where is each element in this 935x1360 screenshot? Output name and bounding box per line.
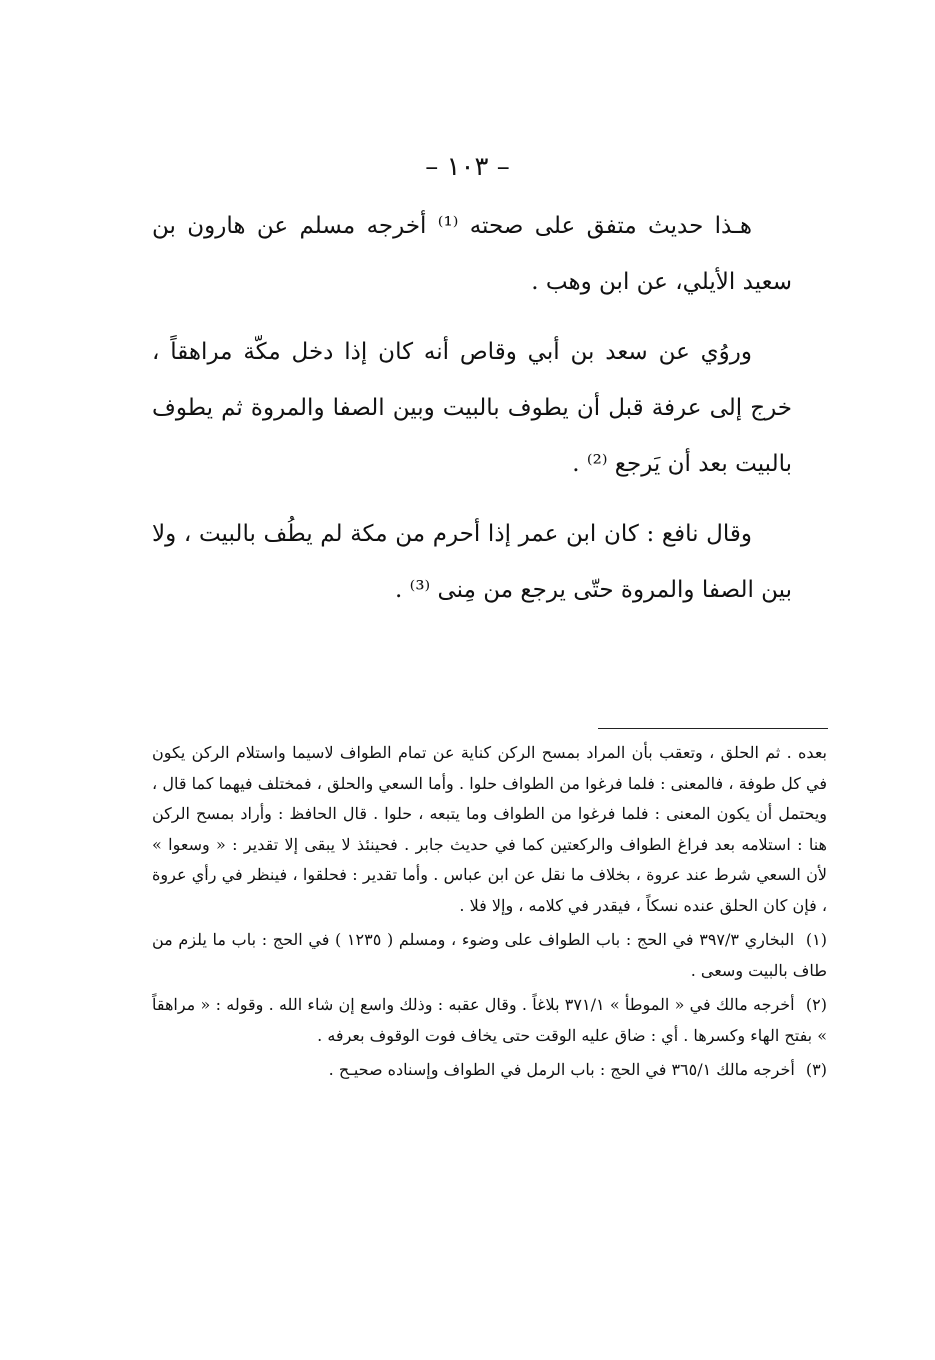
footnote-1: [152, 925, 827, 986]
footnote-text: أخرجه مالك ٣٦٥/١ في الحج : باب الرمل في الطواف وإسناده صحيـح .: [328, 1060, 795, 1079]
paragraph-1: هـذا حديث متفق على صحته ⁽¹⁾ أخرجه مسلم عن هارون بن سعيد الأيلي، عن ابن وهب .: [152, 213, 792, 295]
footnote-number: (٣): [805, 1060, 827, 1079]
paragraph-2: وروُي عن سعد بن أبي وقاص أنه كان إذا دخل مكّة مراهقاً ، خرج إلى عرفة قبل أن يطوف بالبيت وبين الصفا والمروة ثم يطوف بالبيت بعد أن يَرجع ⁽²⁾ .: [152, 339, 792, 477]
footnote-text: البخاري ٣٩٧/٣ في الحج : باب الطواف على وضوء ، ومسلم ( ١٢٣٥ ) في الحج : باب ما يلزم من طاف بالبيت وسعى .: [152, 930, 827, 980]
footnote-2: [152, 990, 827, 1051]
footnote-number: (٢): [805, 995, 827, 1014]
main-text: [152, 198, 792, 618]
footnote-text: أخرجه مالك في « الموطأ » ٣٧١/١ بلاغاً . وقال عقبه : وذلك واسع إن شاء الله . وقوله : « مراهقاً » بفتح الهاء وكسرها . أي : ضاق عليه الوقت حتى يخاف فوت الوقوف بعرفه .: [152, 995, 827, 1045]
footnotes-section: [152, 738, 827, 1086]
footnote-3: [152, 1055, 827, 1086]
footnote-separator-rule: [598, 728, 828, 729]
paragraph-3: وقال نافع : كان ابن عمر إذا أحرم من مكة لم يطُف بالبيت ، ولا بين الصفا والمروة حتّى يرجع من مِنى ⁽³⁾ .: [152, 521, 792, 603]
page-number: – ١٠٣ –: [425, 152, 510, 182]
footnote-continuation: بعده . ثم الحلق ، وتعقب بأن المراد بمسح الركن كناية عن تمام الطواف لاسيما واستلام الركن يكون في كل طوفة ، فالمعنى : فلما فرغوا من الطواف حلوا . وأما السعي والحلق ، فمختلف فيهما كما قال ، ويحتمل أن يكون المعنى : فلما فرغوا من الطواف وما يتبعه ، حلوا . قال الحافظ : وأراد بمسح الركن هنا : استلامه بعد فراغ الطواف والركعتين كما في حديث جابر . فحينئذ لا يبقى إلا تقدير : « وسعوا » لأن السعي شرط عند عروة ، بخلاف ما نقل عن ابن عباس . وأما تقدير : فحلقوا ، فينظر في رأي عروة ، فإن كان الحلق عنده نسكاً ، فيقدر في كلامه ، وإلا فلا .: [152, 743, 827, 915]
footnote-number: (١): [805, 930, 828, 949]
